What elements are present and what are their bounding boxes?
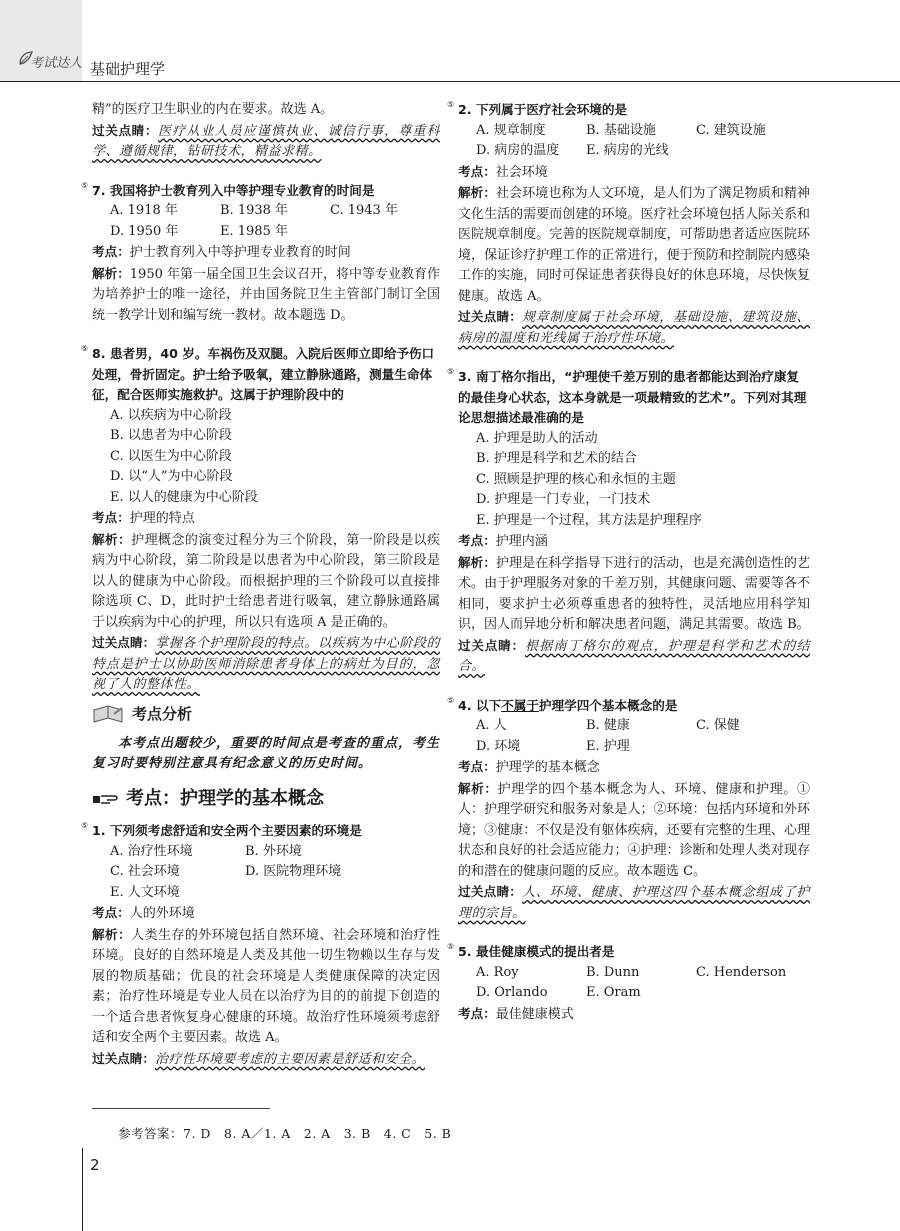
exam-point: 考点：护士教育列入中等护理专业教育的时间 bbox=[92, 244, 351, 260]
exam-point: 考点：护理的特点 bbox=[92, 510, 195, 526]
continued-text: 精”的医疗卫生职业的内在要求。故选 A。 bbox=[92, 102, 334, 117]
pointing-hand-icon bbox=[92, 792, 118, 806]
option: B. 基础设施 bbox=[586, 122, 656, 138]
difficulty-mark: ⑤ bbox=[81, 344, 89, 353]
key-point: 过关点睛：人、环境、健康、护理这四个基本概念组成了护理的宗旨。 bbox=[458, 884, 810, 921]
option: E. 1985 年 bbox=[220, 223, 288, 239]
option: B. Dunn bbox=[586, 964, 640, 980]
option: E. 护理 bbox=[586, 738, 630, 754]
page-number: 2 bbox=[90, 1156, 100, 1174]
analysis: 解析：护理是在科学指导下进行的活动，也是充满创造性的艺术。由于护理服务对象的千差万别，其健康问题、需要等各不相同，要求护士必须尊重患者的独特性，灵活地应用科学知识，因人而异地分析和解决患者问题，满足其需要。故选 B。 bbox=[458, 554, 810, 632]
option: D. 以“人”为中心阶段 bbox=[110, 469, 233, 484]
key-point: 过关点睛：治疗性环境要考虑的主要因素是舒适和安全。 bbox=[92, 1050, 425, 1067]
difficulty-mark: ⑤ bbox=[447, 100, 455, 109]
option: A. Roy bbox=[476, 964, 519, 980]
analysis: 解析：人类生存的外环境包括自然环境、社会环境和治疗性环境。良好的自然环境是人类及其他一切生物赖以生存与发展的物质基础；优良的社会环境是人类健康保障的决定因素；治疗性环境是专业人员在以治疗为目的的前提下创造的一个适合患者恢复身心健康的环境。故治疗性环境须考虑舒适和安全两个主要因素。故选 A。 bbox=[92, 926, 440, 1045]
option: C. Henderson bbox=[696, 964, 787, 980]
left-column bbox=[81, 100, 441, 1070]
key-point-text: 医疗从业人员应谨慎执业、诚信行事，尊重科学、遵循规律，钻研技术，精益求精。 bbox=[92, 123, 440, 159]
footnote-rule bbox=[92, 1108, 270, 1109]
key-point: 过关点睛：根据南丁格尔的观点，护理是科学和艺术的结合。 bbox=[458, 637, 810, 674]
options bbox=[92, 201, 440, 242]
option: B. 1938 年 bbox=[220, 203, 289, 218]
option: C. 建筑设施 bbox=[696, 122, 766, 138]
question-3: ⑤ 3. 南丁格尔指出，“护理使千差万别的患者都能达到治疗康复的最佳身心状态，这本身就是一项最精致的艺术”。下列对其理论思想描述最准确的是 bbox=[458, 367, 810, 429]
analysis-text: 本考点出题较少，重要的时间点是考查的重点，考生复习时要特别注意具有纪念意义的历史时间。 bbox=[92, 735, 441, 771]
option: E. 人文环境 bbox=[110, 884, 180, 900]
difficulty-mark: ⑤ bbox=[81, 821, 89, 830]
analysis: 解析：护理概念的演变过程分为三个阶段，第一阶段是以疾病为中心阶段，第二阶段是以患者为中心阶段，第三阶段是以人的健康为中心阶段。而根据护理的三个阶段可以直接排除选项 C、D，此时护士给患者进行吸氧，建立静脉通路属于以疾病为中心的护理，所以只有选项 A 是正确的。 bbox=[92, 531, 440, 630]
key-point: 过关点睛：规章制度属于社会环境，基础设施、建筑设施、病房的温度和光线属于治疗性环境。 bbox=[458, 309, 810, 346]
options bbox=[458, 121, 810, 162]
option: A. 规章制度 bbox=[476, 122, 546, 138]
question-5: ⑤ 5. 最佳健康模式的提出者是 bbox=[458, 942, 810, 963]
option: A. 护理是助人的活动 bbox=[476, 430, 598, 446]
option: D. 1950 年 bbox=[110, 223, 179, 239]
option: E. 以人的健康为中心阶段 bbox=[110, 489, 258, 505]
right-column bbox=[447, 100, 810, 1025]
exam-point: 考点：护理内涵 bbox=[458, 533, 548, 549]
key-point: 过关点睛：掌握各个护理阶段的特点。以疾病为中心阶段的特点是护士以协助医师消除患者身体上的病灶为目的，忽视了人的整体性。 bbox=[92, 635, 440, 692]
option: D. 环境 bbox=[476, 738, 521, 754]
options bbox=[92, 842, 440, 904]
option: D. 医院物理环境 bbox=[245, 864, 342, 879]
option: A. 治疗性环境 bbox=[110, 843, 193, 859]
reference-answers: 参考答案：7. D 8. A／1. A 2. A 3. B 4. C 5. B bbox=[118, 1126, 452, 1141]
option: B. 以患者为中心阶段 bbox=[110, 428, 232, 443]
options bbox=[458, 963, 810, 1004]
question-2: ⑤ 2. 下列属于医疗社会环境的是 bbox=[458, 100, 810, 121]
option: E. Oram bbox=[586, 985, 641, 1000]
analysis-section-head: 考点分析 bbox=[92, 704, 440, 726]
option: C. 照顾是护理的核心和永恒的主题 bbox=[476, 471, 676, 487]
exam-point: 考点：社会环境 bbox=[458, 163, 548, 180]
header-rule bbox=[0, 81, 900, 82]
question-4: ⑤ 4. 以下不属于护理学四个基本概念的是 bbox=[458, 696, 810, 717]
question-8: ⑤ 8. 患者男，40 岁。车祸伤及双腿。入院后医师立即给予伤口处理，骨折固定。护士给予吸氧，建立静脉通路，测量生命体征，配合医师实施救护。这属于护理阶段中的 bbox=[92, 344, 440, 406]
book-icon bbox=[92, 704, 124, 726]
book-title: 基础护理学 bbox=[90, 60, 166, 78]
question-1: ⑤ 1. 下列须考虑舒适和安全两个主要因素的环境是 bbox=[92, 821, 440, 842]
logo-text: 考试达人 bbox=[30, 56, 83, 71]
difficulty-mark: ⑤ bbox=[447, 942, 455, 951]
option: D. 护理是一门专业，一门技术 bbox=[476, 492, 651, 507]
option: A. 人 bbox=[476, 718, 507, 733]
difficulty-mark: ⑤ bbox=[447, 367, 455, 376]
analysis: 解析：1950 年第一届全国卫生会议召开，将中等专业教育作为培养护士的唯一途径，并由国务院卫生主管部门制订全国统一教学计划和编写统一教材。故本题选 D。 bbox=[92, 265, 440, 323]
analysis: 解析：护理学的四个基本概念为人、环境、健康和护理。①人：护理学研究和服务对象是人；②环境：包括内环境和外环境；③健康：不仅是没有躯体疾病，还要有完整的生理、心理状态和良好的社会适应能力；④护理：诊断和处理人类对现存的和潜在的健康问题的反应。故本题选 C。 bbox=[458, 780, 810, 879]
option: A. 以疾病为中心阶段 bbox=[110, 407, 232, 423]
option: C. 1943 年 bbox=[330, 203, 398, 218]
difficulty-mark: ⑤ bbox=[81, 180, 89, 190]
option: D. Orlando bbox=[476, 985, 548, 1000]
option: B. 外环境 bbox=[245, 843, 302, 859]
question-7: ⑤ 7. 我国将护士教育列入中等护理专业教育的时间是 bbox=[92, 181, 440, 202]
option: E. 病房的光线 bbox=[586, 143, 669, 158]
topic-heading: 考点：护理学的基本概念 bbox=[92, 789, 440, 810]
option: C. 保健 bbox=[696, 718, 740, 733]
exam-point: 考点：最佳健康模式 bbox=[458, 1005, 574, 1022]
exam-point: 考点：护理学的基本概念 bbox=[458, 759, 600, 775]
option: C. 以医生为中心阶段 bbox=[110, 448, 232, 464]
option: B. 护理是科学和艺术的结合 bbox=[476, 451, 637, 466]
key-point: 过关点睛：医疗从业人员应谨慎执业、诚信行事，尊重科学、遵循规律，钻研技术，精益求精。 bbox=[92, 122, 440, 159]
option: E. 护理是一个过程，其方法是护理程序 bbox=[476, 512, 702, 528]
option: C. 社会环境 bbox=[110, 864, 180, 879]
difficulty-mark: ⑤ bbox=[447, 695, 455, 705]
analysis: 解析：社会环境也称为人文环境，是人们为了满足物质和精神文化生活的需要而创建的环境。医疗社会环境包括人际关系和医院规章制度。完善的医院规章制度，可帮助患者适应医院环境，保证诊疗护理工作的正常进行，便于预防和控制院内感染工作的实施，同时可保证患者获得良好的休息环境，尽快恢复健康。故选 A。 bbox=[458, 185, 810, 304]
option: A. 1918 年 bbox=[110, 203, 178, 218]
page-number-rule bbox=[82, 1148, 83, 1231]
exam-point: 考点：人的外环境 bbox=[92, 905, 195, 921]
options bbox=[458, 716, 810, 757]
option: B. 健康 bbox=[586, 718, 630, 733]
option: D. 病房的温度 bbox=[476, 143, 560, 158]
